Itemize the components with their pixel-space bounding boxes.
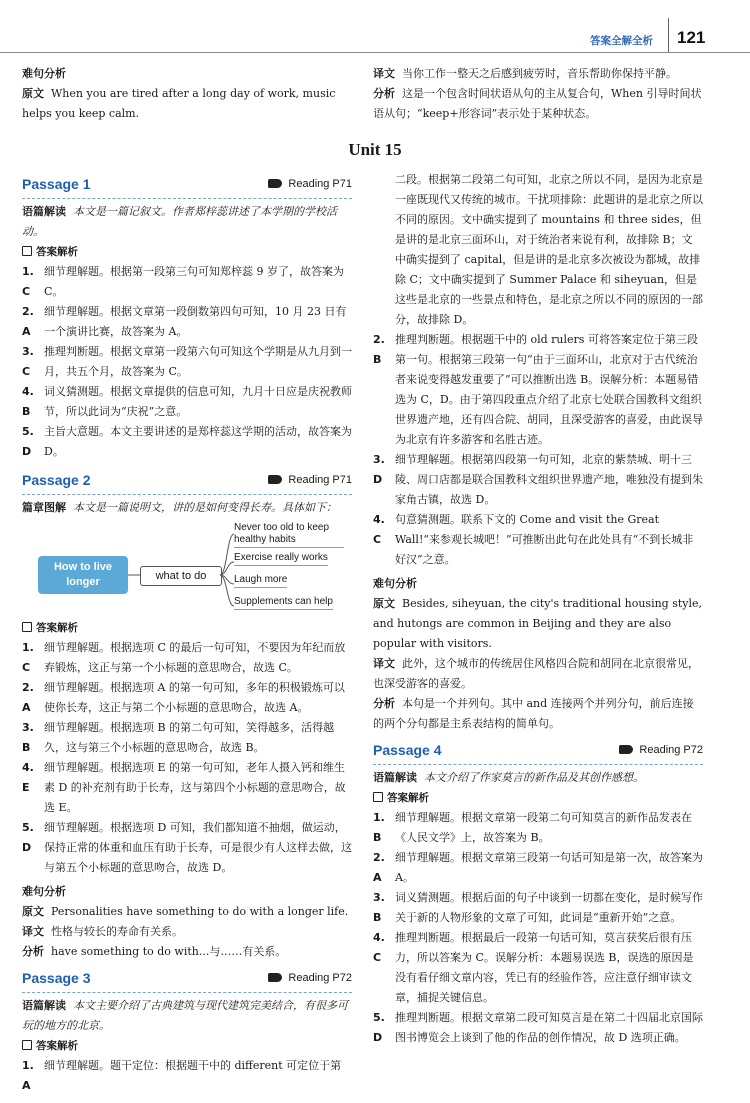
passage-intro: 篇章图解 本文是一篇说明文，讲的是如何变得长寿。具体如下：: [22, 501, 337, 514]
answer-heading: 答案解析: [373, 788, 703, 808]
passage-title: Passage 3: [22, 970, 91, 986]
pointing-hand-icon: [268, 475, 282, 484]
analysis: 分析 本句是一个并列句。其中 and 连接两个并列分句，前后连接的两个分句都是主系表结构的简单句。: [373, 697, 694, 730]
section-heading: 难句分析: [22, 67, 66, 80]
passage-title: Passage 4: [373, 742, 442, 758]
passage-2-header: [22, 472, 352, 498]
diagram-leaf: Exercise really works: [234, 552, 328, 566]
original-sentence: 原文 Besides, siheyuan, the city's traditional housing style, and hutongs are common in Beijing and they are also popular with visitors.: [373, 597, 703, 650]
dashed-rule: [22, 198, 352, 199]
dashed-rule: [373, 764, 703, 765]
answer-item: 5. D 细节理解题。根据选项 D 可知，我们都知道不抽烟，做运动，保持正常的体重和血压有助于长寿，可是很少有人这样去做，这与第五个小标题的意思吻合，故选 D。: [22, 821, 352, 874]
translation: 译文 当你工作一整天之后感到疲劳时，音乐帮助你保持平静。: [373, 67, 677, 80]
right-column: [373, 170, 703, 1048]
header-tag: 答案全解全析: [590, 35, 653, 47]
reading-ref: Reading P72: [619, 744, 703, 756]
answer-item: 4. C 句意猜测题。联系下文的 Come and visit the Great Wall!“来参观长城吧！”可推断出此句在此处具有“不到长城非好汉”之意。: [373, 513, 694, 566]
passage-intro: 语篇解读 本文介绍了作家莫言的新作品及其创作感想。: [373, 771, 644, 784]
passage-intro: 语篇解读 本文是一篇记叙文。作者郑梓蕊讲述了本学期的学校活动。: [22, 205, 337, 238]
unit-title: Unit 15: [348, 140, 402, 159]
answer-item: 4. C 推理判断题。根据最后一段第一句话可知，莫言获奖后很有压力，所以答案为 C。误解分析：本题易误选 B，误选的原因是没有看仔细文章内容，凭已有的经验作答，应注意仔细审读文章，捕捉关键信息。: [373, 931, 694, 1004]
lock-icon: [22, 1040, 32, 1050]
header-separator: [668, 18, 669, 52]
passage-4-header: [373, 742, 703, 768]
top-right-block: [373, 64, 703, 124]
answer-item: 1. C 细节理解题。根据第一段第三句可知郑梓蕊 9 岁了，故答案为 C。: [22, 265, 344, 298]
lock-icon: [373, 792, 383, 802]
mind-map-diagram: [22, 522, 352, 614]
passage-title: Passage 1: [22, 176, 91, 192]
answer-item: 3. C 推理判断题。根据文章第一段第六句可知这个学期是从九月到一月，共五个月，故答案为 C。: [22, 345, 352, 378]
diagram-leaf: Supplements can help: [234, 596, 333, 610]
answer-item: 1. C 细节理解题。根据选项 C 的最后一句可知，不要因为年纪而放弃锻炼，这正与第一个小标题的意思吻合，故选 C。: [22, 641, 346, 674]
header-rule: [0, 52, 750, 53]
top-left-block: [22, 64, 352, 124]
dashed-rule: [22, 494, 352, 495]
analysis: 分析 这是一个包含时间状语从句的主从复合句，When 引导时间状语从句；“keep+形容词”表示处于某种状态。: [373, 87, 702, 120]
diagram-leaf: Never too old to keep healthy habits: [234, 522, 344, 548]
passage-intro: 语篇解读 本文主要介绍了古典建筑与现代建筑完美结合，有很多可玩的地方的北京。: [22, 999, 348, 1032]
answer-item: 1. A 细节理解题。题干定位：根据题干中的 different 可定位于第: [22, 1059, 342, 1092]
answer-item: 2. A 细节理解题。根据文章第一段倒数第四句可知，10 月 23 日有一个演讲比赛，故答案为 A。: [22, 305, 347, 338]
answer-item: 5. D 主旨大意题。本文主要讲述的是郑梓蕊这学期的活动，故答案为 D。: [22, 425, 352, 458]
answer-heading: 答案解析: [22, 618, 352, 638]
original-sentence: 原文 When you are tired after a long day of work, music helps you keep calm.: [22, 87, 336, 120]
answer-item: 2. A 细节理解题。根据选项 A 的第一句可知，多年的积极锻炼可以使你长寿，这正与第二个小标题的意思吻合，故选 A。: [22, 681, 345, 714]
reading-ref: Reading P72: [268, 972, 352, 984]
passage-title: Passage 2: [22, 472, 91, 488]
section-heading: 难句分析: [373, 577, 417, 590]
answer-item: 3. D 细节理解题。根据第四段第一句可知，北京的紫禁城、明十三陵、周口店都是联合国教科文组织世界遗产地，唯独没有提到朱家角古镇，故选 D。: [373, 453, 703, 506]
lock-icon: [22, 622, 32, 632]
translation: 译文 此外，这个城市的传统居住风格四合院和胡同在北京很常见，也深受游客的喜爱。: [373, 657, 699, 690]
dashed-rule: [22, 992, 352, 993]
answer-item: 3. B 词义猜测题。根据后面的句子中谈到一切都在变化，是时候写作关于新的人物形象的文章了可知，此词是“重新开始”之意。: [373, 891, 703, 924]
answer-continuation: 二段。根据第二段第二句可知，北京之所以不同，是因为北京是一座既现代又传统的城市。干扰项排除：此题讲的是北京之所以不同的原因。文中确实提到了 mountains 和 three sides，但是讲的是北京三面环山，对于统治者来说有利，故排除 B；文中确实提到了 capital，但是讲的是北京多次被设为都城，故排除 C；文中确实提到了 Summer Palace 和 siheyuan，但是这些是北京的一些景点和特色，是北京之所以不同的原因的一部分，故排除 D。: [395, 173, 703, 326]
diagram-main-node: How to live longer: [38, 556, 128, 594]
section-heading: 难句分析: [22, 885, 66, 898]
answer-item: 2. B 推理判断题。根据题干中的 old rulers 可将答案定位于第三段第一句。根据第三段第一句“由于三面环山，北京对于古代统治者来说变得越发重要了”可以推断出选 B。误解分析：本题易错选为 C，D。由于第四段重点介绍了北京七处联合国教科文组织世界遗产地，还有四合院、胡同，且深受游客的喜爱，由此误导为北京有许多游客和名胜古迹。: [373, 333, 703, 446]
passage-1-header: [22, 176, 352, 202]
answer-heading: 答案解析: [22, 242, 352, 262]
pointing-hand-icon: [619, 745, 633, 754]
original-sentence: 原文 Personalities have something to do with a longer life.: [22, 905, 349, 918]
translation: 译文 性格与较长的寿命有关系。: [22, 925, 183, 938]
pointing-hand-icon: [268, 973, 282, 982]
answer-item: 5. D 推理判断题。根据文章第二段可知莫言是在第二十四届北京国际图书博览会上谈到了他的作品的创作情况，故 D 选项正确。: [373, 1011, 703, 1044]
page-number: 121: [677, 28, 706, 47]
answer-item: 3. B 细节理解题。根据选项 B 的第二句可知，笑得越多，活得越久，这与第三个小标题的意思吻合，故选 B。: [22, 721, 335, 754]
passage-3-header: [22, 970, 352, 996]
analysis: 分析 have something to do with...与……有关系。: [22, 945, 287, 958]
answer-item: 1. B 细节理解题。根据文章第一段第二句可知莫言的新作品发表在《人民文学》上，故答案为 B。: [373, 811, 692, 844]
answer-item: 2. A 细节理解题。根据文章第三段第一句话可知是第一次，故答案为 A。: [373, 851, 703, 884]
reading-ref: Reading P71: [268, 474, 352, 486]
answer-item: 4. B 词义猜测题。根据文章提供的信息可知，九月十日应是庆祝教师节，所以此词为“庆祝”之意。: [22, 385, 352, 418]
answer-item: 4. E 细节理解题。根据选项 E 的第一句可知，老年人摄入钙和维生素 D 的补充剂有助于长寿，这与第四个小标题的意思吻合，故选 E。: [22, 761, 346, 814]
diagram-leaf: Laugh more: [234, 574, 287, 588]
left-column: [22, 170, 352, 1096]
answer-heading: 答案解析: [22, 1036, 352, 1056]
lock-icon: [22, 246, 32, 256]
diagram-middle-node: what to do: [140, 566, 222, 586]
pointing-hand-icon: [268, 179, 282, 188]
reading-ref: Reading P71: [268, 178, 352, 190]
